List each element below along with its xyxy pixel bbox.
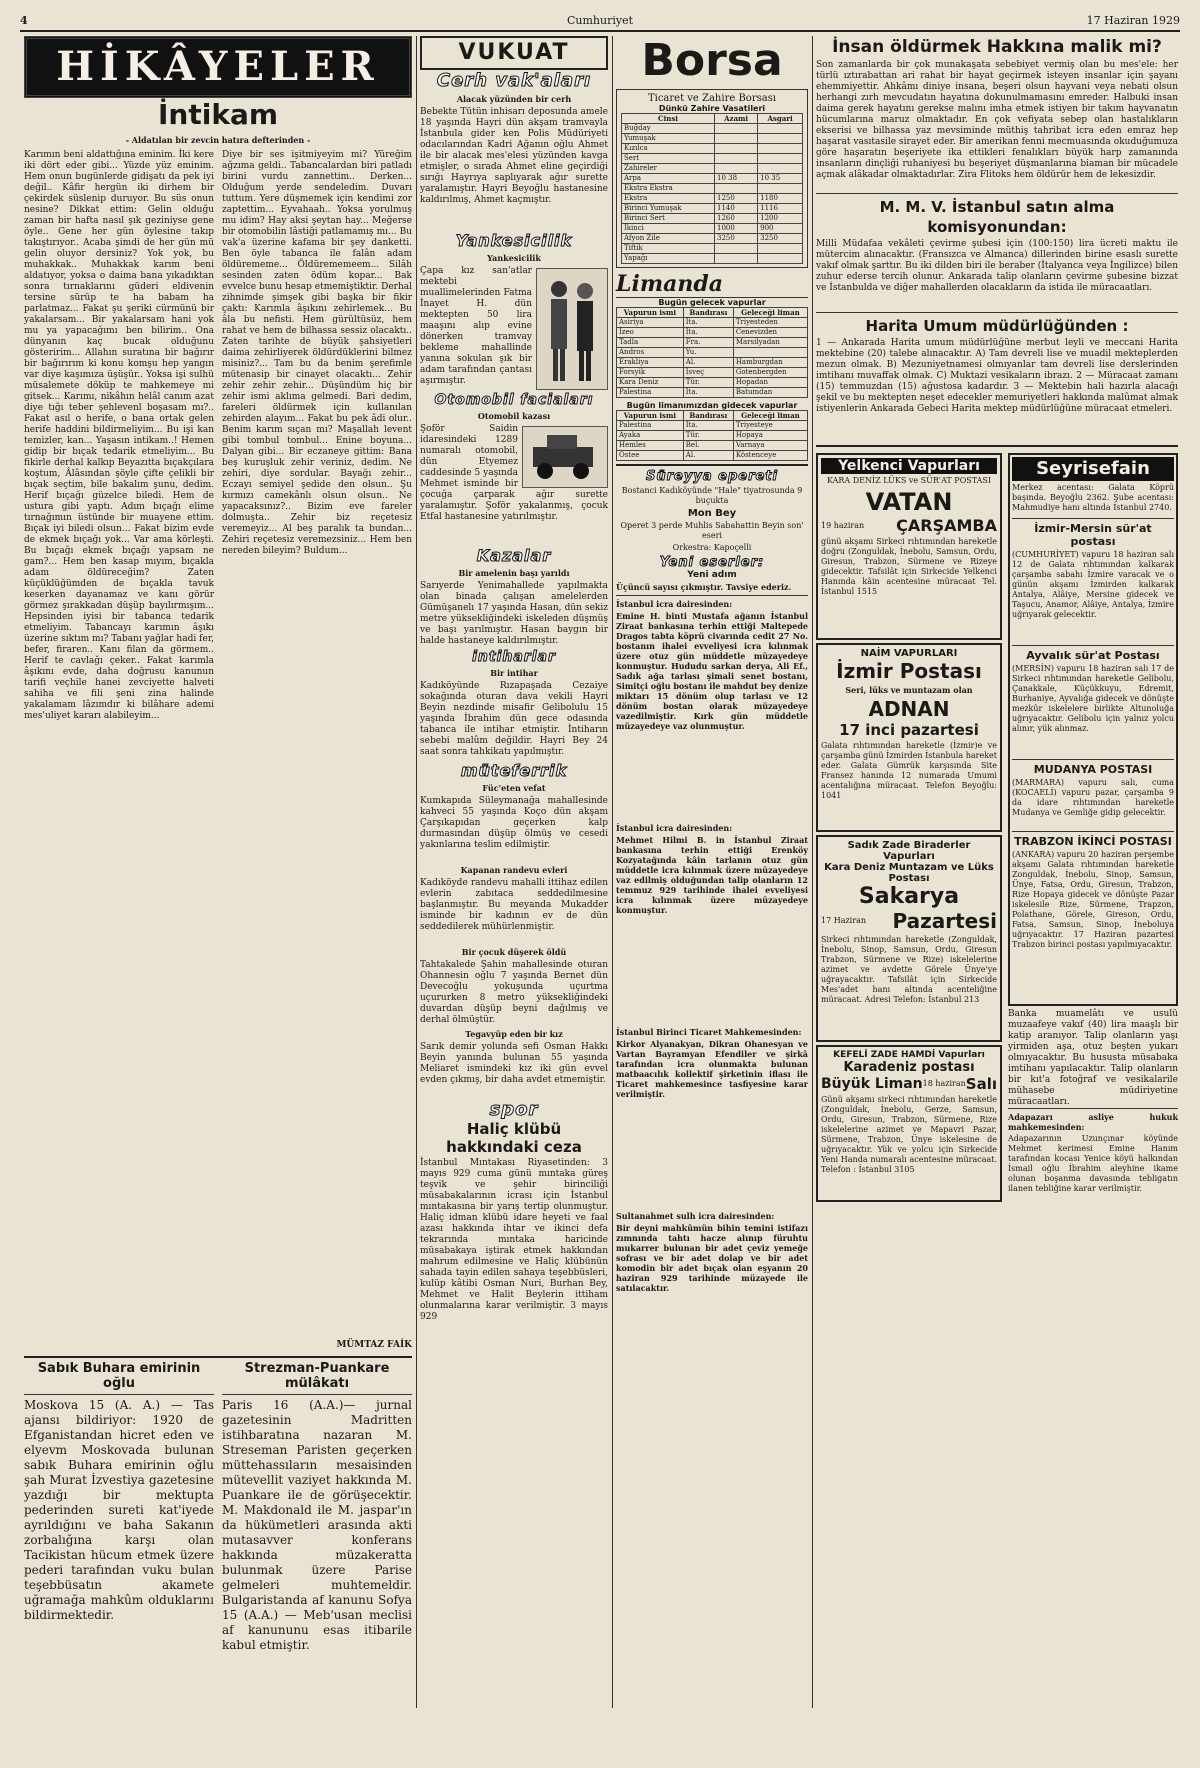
ayvalik-text: (MERSİN) vapuru 18 haziran salı 17 de Sirkeci rıhtımından hareketle Gelibolu, Çanakkale, Küçükkuyu, Edremit, Burhaniye, Ayvalığa gidecek ve dönüşte mezkûr iskelelere birlikte Altunoluğa uğrıyacaktır. Gelibolu için yalnız yolcu alınır, yük alınmaz. xyxy=(1012,664,1174,733)
text-harita: 1 — Ankarada Harita umum müdürlüğüne merbut leyli ve meccani Harita mektebine (20) talebe alınacaktır. A) Tam devreli lise ve muadil mekteplerden mezun olmak. B) Mezuniyetnamesi olmıyanlar tam devreli lise derslerinden imtihanı muvaffak olmak. C) Muktazi vesikaların ibrazı. 2 — Müracaat zamanı (15) temmuzdan (15) ağustosa kadardır. 3 — Mektebin hali hazırla alacağı şekil ve bu mektepten neşet edecekler memuriyetleri hakkında malûmat almak istiyenlerin Ankarada Gebeci Harita mektep müdürlüğüne müracaat etmeleri. xyxy=(816,338,1178,414)
heading-spor: spor xyxy=(489,1099,539,1120)
heading-yankesicilik: Yankesicilik xyxy=(455,231,573,250)
adnan-date: 17 inci pazartesi xyxy=(839,721,979,739)
story-text-left: Karımın beni aldattığına eminim. İki kere iki dört eder gibi... Yüzde yüz eminim. Hem onun bugünlerde gidişatı da pek iyi değil.. Kâfir hergün iki dirhem bir çekirdek süslenip duruyor. Bu süs onun nesine? Dikkat ettim: Gelin olduğu zaman bir hafta nasıl şık geziniyse gene öyle.. Gene her gün öylesine takıp takıştırıyor.. Acaba şimdi de her gün mü gelin oluyor dersiniz? Yok yok, bu muhakkak.. Muhakkak karım beni aldatıyor, yoksa o daima bana yıkadıktan sonra tırnaklarını güderi eldivenin tersine sürüp te ha babam ha parlatmaz... Fakat şu şeriki cürmünü bir yakalarsam... Bir yakalarsam hani yok mu ya yapacağımı ben bilirim.. Ona dünyanın kaç bucak olduğunu gösteririm... Allahın suratına bir bağırır bir bağırırım ki konu komşu hep yangın var diye kaşımıza üşüşür.. Yoksa işi sulhü müsalemete döküp te mahkemeye mi gitsek... Karımı, nikâhın helâl canım azat diye tığı teber şehlevenl boşasam mı?.. Fakat asıl o herife, o bana ortak gelen herife haddini bildirmeliyim... Bu işi kan temizler, kan... Yaşasın intikam..! Hemen gidip bir bıçak tedarik etmeliyim... Bu fikirle derhal kalkıp Beyazıtta bıçakçılara koştum, Âlâsından şöyle çifte çelikli bir bıçak seçtim, bile bakalım şunu, dedim. Herif bıçağı güzelce biledi. Hem de ustura gibi yaptı. Adım bıçağı elime tırnağımın üstünde bir muayene ettim. Bıçak iyi biledi olsun... Fakat bizim evde de ekmek bıçağı yok... Var ama körleşti. Bu bıçağı ekmek bıçağı yapsam ne gam?... Hem ben kasap mıyım, bıçakla adam öldüreceğim? Zaten küçüklüğümden de bıçakla tavuk keserken dayanamaz ve kanı görür görmez şırakkadan düşüp bayılırmışım... Hepsinden iyisi bir tabanca tedarik etmeliyim. Tabancayı karımın âşıkı üzerine sıktım mı? Tabanı yağlar hadi fer, befer, firaren.. Kanı filan da görmem.. Herif te cavlağı çeker.. Fakat karımla âşıkını evde, daha doğrusu kanunun tarifi veçhile hanei zevciyette halveti sahiha ve fili şeni zina halinde yakalamam lâzımdır ki bilâhare ademi mes'uliyet kararı alabileyim... xyxy=(24,150,214,721)
divider xyxy=(816,445,1178,447)
vatan-date: 19 haziran xyxy=(821,520,865,530)
divider xyxy=(1012,831,1174,832)
table-cell xyxy=(715,254,758,264)
text-randevu: Kadıköyde randevu mahalli ittihaz edilen evlerin zabıtaca seddedilmesine başlanmıştır. Bu meyanda Mukadder isminde bir kadının ev de dün seddedilerek mühürlenmiştir. xyxy=(420,878,608,932)
table-cell: Köstenceye xyxy=(733,451,807,461)
izmersin-text: (CUMHURİYET) vapuru 18 haziran salı 12 de Galata rıhtımından kalkarak çarşamba sabahı İzmire varacak ve o günün akşamı İzmirden kalkarak Antalya, Alâiye, Mersine gidecek ve Taşucu, Anamor, Alâiye, Antalya, İzmire uğrıyarak gelecektir. xyxy=(1012,550,1174,619)
borsa-col-header: Asgari xyxy=(758,114,803,124)
table-cell xyxy=(733,348,807,358)
table-cell: Kara Deniz xyxy=(617,378,684,388)
table-cell: Varnaya xyxy=(733,441,807,451)
table-cell: Yu. xyxy=(683,348,733,358)
table-cell: Al. xyxy=(683,451,733,461)
limanda-col-header: Vapurun ismi xyxy=(617,308,684,318)
borsa-col-header: Cinsi xyxy=(622,114,715,124)
yelkenci-title: Yelkenci Vapurları xyxy=(821,458,997,474)
car-icon xyxy=(523,427,607,487)
sureyya-orchestra: Orkestra: Kapoçelli xyxy=(672,543,752,552)
sadik-title: Sadık Zade Biraderler Vapurları xyxy=(847,840,971,862)
table-row xyxy=(617,378,808,388)
icra1-text: Emine H. binti Mustafa ağanın İstanbul Ziraat bankasına terhin ettiği Maltepede Dragos tabta köprü civarında cedit 27 No. bostanın ihalei evveliyesi icra kılınmak üzere otuz gün müddetle müzayedeye konmuştur. Hududu sarkan derya, Ali Ef., Sadık ağa tarlası şimali senet bostanı, Simitçi oğlu bostanı ile mahdut bey denize miktarı 15 dönüm olup tarlası ve 12 dönüm bostan olarak müzayedeye vazedilmiştir. Kırk gün müddetle müzayedeye vaz olunmuştur. xyxy=(616,611,808,731)
section-title-hikayeler: HİKÂYELER xyxy=(24,36,412,98)
table-cell xyxy=(758,124,803,134)
table-cell xyxy=(758,184,803,194)
icra2-title: İstanbul icra dairesinden: xyxy=(616,823,733,833)
text-insan: Son zamanlarda bir çok munakaşata sebebiyet vermiş olan bu mes'ele: her türlü ıztırabattan ari rahat bir hayat geçirmek isteyen insanlar için şayanı ehemmiyettir. Ahkâmı diniye insana, beşeri olsun hayvani veya nebati olsun herhangi zırh mevcudatın hayatına dokunulmamasını emreder. Halbuki insan daima gerek hayatını gerekse malını imha etmek istiyen bir takım hayvanatın hücumlarına maruz olmaktadır. En çok vefiyata sebep olan hastalıkların ekserisi ve bilhassa yaz mevsiminde müthiş tahribat icra eden emraz hep haşarat vasıtasile sirayet eder. Bir amerikan fenni mecmuasında okuduğumuza göre haşaratın beşeriyete ika ettikleri fenalıkları büyük harp zamanında insanların dinçliği ruhaniyesi bu beşeriyet düşmanlarına biaman bir mücadele açmak alâkadar olmaktadırlar. Zira Flitoks hem öldürür hem de lekesizdir. xyxy=(816,60,1178,180)
seyrisefain-text: Merkez acentası: Galata Köprü başında. Beyoğlu 2362. Şube acentası: Mahmudiye hanı altında İstanbul 2740. xyxy=(1012,483,1174,512)
icra4-text: Bir deyni mahkûmün bihin temini istifazı zımnında tahtı hacze alınıp füruhtu mukarrer bulunan bir adet çeviz yemeğe sofrası ve bir adet dolap ve bir adet komodin bir adet bıçak olan eşyanın 20 haziran 929 tarihinde müzayede ile satılacaktır. xyxy=(616,1223,808,1293)
subheading-cocuk: Bir çocuk düşerek öldü xyxy=(461,947,567,957)
table-row xyxy=(622,144,803,154)
table-cell: İta. xyxy=(683,388,733,398)
limanda-col-header: Geleceği liman xyxy=(733,411,807,421)
text-kiz: Sarık demir yolunda sefi Osman Hakkı Beyin yanında bulunan 55 yaşında Meliaret ismindeki kız iki gün evvel evden çıkmış, bir daha avdet etmemiştir. xyxy=(420,1042,608,1085)
heading-cerh: Cerh vak'aları xyxy=(436,70,592,91)
table-row xyxy=(617,421,808,431)
table-cell: 10 38 xyxy=(715,174,758,184)
kefeli-sub: Karadeniz postası xyxy=(843,1060,975,1075)
table-cell: İsveç xyxy=(683,368,733,378)
article-text-strezman: Paris 16 (A.A.)— jurnal gazetesinin Madritten istihbaratına nazaran M. Streseman Paristen geçerken müttehassıların mesaisinden mütevellit vaziyet hakkında M. Puankare ile de görüşecektir. M. Makdonald ile M. jaspar'ın da hükümetleri arasında akti mutasavver konferans hakkında müzakeratta bulunmak üzere Parise gelmeleri muhtemeldir. Bulgaristanda af kanunu Sofya 15 (A.A.) — Meb'usan meclisi af kanununu esas itibarile kabul etmiştir. xyxy=(222,1398,412,1652)
heading-insan: İnsan öldürmek Hakkına malik mi? xyxy=(832,37,1162,57)
table-cell: Tadla xyxy=(617,338,684,348)
heading-otomobil: Otomobil faciaları xyxy=(434,392,594,408)
icra3-text: Kirkor Alyanakyan, Dikran Ohanesyan ve Vartan Bayramyan Efendiler ve şirkâ tarafından icra olunmakta bulunan matbaacılık kollektif şirketinin iflası ile Ticaret mahkemesince tasfiyesine karar verilmiştir. xyxy=(616,1039,808,1099)
sureyya-play: Mon Bey xyxy=(687,508,737,519)
table-cell: Al. xyxy=(683,358,733,368)
table-row xyxy=(617,368,808,378)
table-cell: Asiriya xyxy=(617,318,684,328)
borsa-col-header: Azami xyxy=(715,114,758,124)
page-number: 4 xyxy=(20,14,28,27)
column-vukuat xyxy=(420,36,608,1708)
article-text-buhara: Moskova 15 (A. A.) — Tas ajansı bildiriyor: 1920 de Efganistandan hicret eden ve elyevm Moskovada bulunan sabık Buhara emirinin oğlu şah Murat İzvestiya gazetesine yazdığı bir mektupta pederinden sureti kat'iyede ayrıldığını ve baha Sakanın zorbalığına karşı olan Tacikistan hücum etmek üzere pederi tarafından vuku bulan teşebbüsatın akamete uğramağa mahkûm olduklarını bildirmektedir. xyxy=(24,1398,214,1622)
table-cell: 1200 xyxy=(758,214,803,224)
sakarya-day: Pazartesi xyxy=(892,909,997,933)
divider xyxy=(222,1394,412,1395)
table-cell: Arpa xyxy=(622,174,715,184)
table-cell: 1116 xyxy=(758,204,803,214)
subheading-randevu: Kapanan randevu evleri xyxy=(460,865,568,875)
table-cell: Ekstra xyxy=(622,194,715,204)
table-cell xyxy=(715,184,758,194)
sadik-sub: Kara Deniz Muntazam ve Lüks Postası xyxy=(824,862,994,884)
subheading-yankesicilik: Yankesicilik xyxy=(487,253,541,263)
table-cell: İzeo xyxy=(617,328,684,338)
table-cell: Tür. xyxy=(683,431,733,441)
table-row xyxy=(622,194,803,204)
divider xyxy=(24,1356,412,1358)
text-kazalar: Sarıyerde Yenimahallede yapılmakta olan binada çalışan amelelerden Gümüşanelı 17 yaşında Hasan, dün sekiz metre yüksekliğindeki iskeleden düşmüş ve başı yarılmıştır. Hasan baygın bir halde hastaneye kaldırılmıştır. xyxy=(420,581,608,646)
table-cell: Birinci Yumuşak xyxy=(622,204,715,214)
table-row xyxy=(617,388,808,398)
table-cell: Triyesteden xyxy=(733,318,807,328)
table-row xyxy=(622,224,803,234)
story-text-right: Diye bir ses işitmiyeyim mi? Yüreğim ağzıma geldi.. Tabancalardan biri patladı birini vurdu zannettim.. Derken... Olduğum yerde sendeledim. Duvarı tuttum. Yere düşmemek için kendimi zor zaptettim... Eyvahaah.. Yoksa yorulmuş mu idim? Hay aksi şeytan hay... Meğerse bir otomobilin lâstiği patlamamış mı... Bu vak'a üzerine kafama bir şey danketti. Ben öyle tabanca ile falân adam öldürememe... Öldürememeem... Silâh sesinden zaten ödüm kopar... Bak evvelce bunu hesap etmemiştiktir. Derhal zihnimde şimşek gibi başka bir fikir çaktı: Karımla âşıkını zehirlemek... Bu âla bu nefisti. Hem gürültüsüz, hem rahat ve hem de bilhassa sessiz olacaktı.. Zaten tarihte de büyük şahsiyetleri daima zehirliyerek öldürdüklerini bilmez misiniz?... Tam bu da benim şerefimle mütenasip bir cinayet olacaktı... Zehir zehir zehir zehir... Düşündüm hiç bir zehir ismi aklıma gelmedi. Bari dedim, fareleri öldürmek için kullanılan zehirden alayım... Fakat bu pek âdi olur.. Benim karım sıçan mı? Maşallah levent gibi tombul tombul... Enine boyuna... Dalyan gibi... Bir eczaneye gittim: Bana beş kuruşluk zehir veriniz, dedim. Ne zehiri, diye sordular. Bayağı zehir... Eczayı semiyel şedide den olsun.. Şu kırmızı camekânlı olsun olsun.. Ne yapacaksınız?.. Bizim eve fareler dolmuşta.. Zehir biz reçetesiz veremeyiz... Al beş paralık ta bundan... Zehiri reçetesiz veremezsiniz... Hem ben nereden bileyim? Buldum... xyxy=(222,150,412,556)
subheading-vefat: Füc'eten vefat xyxy=(482,783,546,793)
table-cell: Forsyik xyxy=(617,368,684,378)
column-stories xyxy=(24,36,412,1708)
sakarya-ship: Sakarya xyxy=(858,884,960,909)
limanda-col-header: Bandırası xyxy=(683,411,733,421)
text-cocuk: Tahtakalede Şahin mahallesinde oturan Ohannesin oğlu 7 yaşında Bernet dün Devecoğlu yokuşunda uçurtma uçururken 8 metro yüksekliğindeki duvardan düşüp beyni dağılmış ve derhal ölmüştür. xyxy=(420,960,608,1025)
table-cell: 1250 xyxy=(715,194,758,204)
section-title-limanda: Limanda xyxy=(616,271,723,297)
table-cell xyxy=(715,124,758,134)
divider xyxy=(816,312,1178,313)
limanda-col-header: Geleceği liman xyxy=(733,308,807,318)
buyuk-liman-ship: Büyük Liman xyxy=(821,1076,923,1092)
table-cell xyxy=(715,164,758,174)
table-cell: Yumuşak xyxy=(622,134,715,144)
seyrisefain-title: Seyrisefain xyxy=(1012,457,1174,481)
table-cell: Buğday xyxy=(622,124,715,134)
vatan-day: ÇARŞAMBA xyxy=(896,516,997,535)
column-divider xyxy=(812,36,813,1708)
icra3-title: İstanbul Birinci Ticaret Mahkemesinden: xyxy=(616,1027,802,1037)
table-cell: Sert xyxy=(622,154,715,164)
adapazari-title: Adapazarı asliye hukuk mahkemesinden: xyxy=(1008,1112,1178,1132)
table-cell: Bel. xyxy=(683,441,733,451)
table-cell: Palestina xyxy=(617,421,684,431)
table-cell: Triyesteye xyxy=(733,421,807,431)
table-row xyxy=(622,164,803,174)
table-cell: İta. xyxy=(683,421,733,431)
adapazari-text: Adapazarının Uzunçınar köyünde Mehmet kerimesi Emine Hanım tarafından kocası Yenice köyü halkından İsmail oğlu İbrahim aleyhine ikame olunan boşanma davasında tebligatın ilanen tebliğine karar verilmiştir. xyxy=(1008,1134,1178,1193)
vatan-ship: VATAN xyxy=(865,488,953,516)
subheading-intihar: Bir intihar xyxy=(490,668,538,678)
table-cell xyxy=(758,164,803,174)
table-cell xyxy=(758,154,803,164)
story-title: İntikam xyxy=(157,98,279,131)
table-cell xyxy=(715,154,758,164)
table-cell: Batumdan xyxy=(733,388,807,398)
table-cell: Yapağı xyxy=(622,254,715,264)
subheading-alacak: Alacak yüzünden bir cerh xyxy=(456,94,572,104)
table-cell: Marsilyadan xyxy=(733,338,807,348)
pickpocket-icon xyxy=(537,269,607,389)
table-cell: Zahireler xyxy=(622,164,715,174)
sakarya-date: 17 Haziran xyxy=(821,916,866,925)
section-title-borsa: Borsa xyxy=(641,35,783,86)
table-cell: Afyon Zile xyxy=(622,234,715,244)
limanda-heading: Bugün gelecek vapurlar xyxy=(616,297,808,307)
table-cell xyxy=(715,144,758,154)
text-intihar: Kadıköyünde Rızapaşada Cezaiye sokağında oturan dava vekili Hayri Beyin nezdinde misafir Gelibolulu 15 yaşında İbrahim dün gece odasında tabanca ile intihar etmiştir. İntiharın sebebi malûm değildir. Hayri Bey 24 saat sonra tahkikatı yapılmıştır. xyxy=(420,681,608,757)
table-row xyxy=(622,234,803,244)
table-cell: Ekstra Ekstra xyxy=(622,184,715,194)
text-cerh: Bebekte Tütün inhisarı deposunda amele 18 yaşında Hayri dün akşam tramvayla İstanbula gider ken Polis Müdüriyeti odacılarından Kadri Ağanın oğlu Ahmet ile bir alacak mes'elesi yüzünden kavga etmişler, o sırada Ahmet eline geçirdiği sırığı Hayrıya saplıyarak ağır surette yaralamıştır. Hayri Beyoğlu hastanesine kaldırılmış, Ahmet kaçmıştır. xyxy=(420,107,608,205)
table-cell: Erakliya xyxy=(617,358,684,368)
illustration-pickpocket xyxy=(536,268,608,390)
divider xyxy=(1008,1108,1178,1109)
heading-sureyya: Süreyya epereti xyxy=(646,469,778,484)
mudanya-title: MUDANYA POSTASI xyxy=(1033,763,1153,776)
newspaper-name: Cumhuriyet xyxy=(566,14,634,27)
table-row xyxy=(622,174,803,184)
table-row xyxy=(617,431,808,441)
adnan-text: Galata rıhtımından hareketle (İzmir)e ve çarşamba günü İzmirden İstanbula hareket eder. Galata Gümrük karşısında Site Fransez hanında 12 numarada Umumi acentalığına müracaat. Telefon Beyoğlu: 1041 xyxy=(821,741,997,800)
sureyya-text: Bostanci Kadıköyünde "Hale" tiyatrosunda 9 buçukta xyxy=(621,486,803,505)
table-cell: Palestina xyxy=(617,388,684,398)
limanda-col-header: Bandırası xyxy=(683,308,733,318)
illustration-car xyxy=(522,426,608,488)
table-row xyxy=(622,244,803,254)
heading-kazalar: Kazalar xyxy=(476,546,552,565)
ad-kefeli xyxy=(816,1045,1002,1202)
divider xyxy=(1012,759,1174,760)
text-otomobil: Şoför Saidin idaresindeki 1289 numaralı otomobil, dün Etyemez caddesinde 5 yaşında Mehmet isminde bir çocuğa çarparak ağır surette yaralamıştır. Şoför yakalanmış, çocuk Etfal hastanesine yatırılmıştır. xyxy=(420,424,608,522)
text-yankesicilik: Çapa kız san'atlar mektebi muallimelerinden Fatma İnayet H. dün mektepten 50 lira maaşını alıp evine dönerken tramvay bekleme mahallinde yanına sokulan şık bir adam tarafından çantası aşırmıştır. xyxy=(420,266,532,386)
table-cell: Hamburgdan xyxy=(733,358,807,368)
heading-mmv: M. M. V. İstanbul satın alma komisyonundan: xyxy=(879,198,1115,236)
heading-yeni-eserler: Yeni eserler: xyxy=(659,555,765,570)
text-vefat: Kumkapıda Süleymanağa mahallesinde kahveci 55 yaşında Koço dün akşam Çarşıkapıdan geçerken kalp durmasından düşüp ölmüş ve cesedi yakınlarına teslim edilmiştir. xyxy=(420,796,608,850)
table-cell: 1000 xyxy=(715,224,758,234)
column-announcements xyxy=(816,36,1178,1708)
limanda-arrivals-table xyxy=(616,307,808,398)
ayvalik-title: Ayvalık sür'at Postası xyxy=(1026,649,1160,662)
table-cell: 900 xyxy=(758,224,803,234)
borsa-heading: Ticaret ve Zahire Borsası xyxy=(647,93,777,104)
story-signature: MÜMTAZ FAİK xyxy=(336,1340,412,1350)
borsa-table xyxy=(621,113,803,264)
table-cell xyxy=(758,134,803,144)
heading-muteferrik: müteferrik xyxy=(460,761,568,780)
article-title-strezman: Strezman-Puankare mülâkatı xyxy=(244,1361,390,1391)
table-cell: Hemles xyxy=(617,441,684,451)
trabzon-title: TRABZON İKİNCİ POSTASI xyxy=(1014,835,1172,848)
ad-yelkenci xyxy=(816,453,1002,640)
adnan-ship: ADNAN xyxy=(868,697,950,721)
table-cell: 1180 xyxy=(758,194,803,204)
yeni-adim: Yeni adım xyxy=(687,570,737,580)
ad-sadik xyxy=(816,835,1002,1042)
table-cell: 10 35 xyxy=(758,174,803,184)
izmir-sub: Seri, lüks ve muntazam olan xyxy=(845,685,973,695)
divider xyxy=(616,464,808,466)
table-cell: Andros xyxy=(617,348,684,358)
table-cell: Kızılca xyxy=(622,144,715,154)
table-row xyxy=(622,134,803,144)
table-row xyxy=(622,184,803,194)
sureyya-desc: Operet 3 perde Muhlis Sabahattin Beyin son' eseri xyxy=(620,521,804,540)
yeni-text: Üçüncü sayısı çıkmıştır. Tavsiye ederiz. xyxy=(616,582,792,592)
sakarya-text: Sirkeci rıhtımından hareketle (Zonguldak, İnebolu, Sinop, Samsun, Ordu, Giresun Trabzon, Sürmene ve Rize) iskelelerine azimet ve avdette Görele Ünye'ye uğrayacaktır. Tafsilât için Sirkecide Mes'adet hanı altında acenteliğine müracaat. Adresi Telefon: İstanbul 213 xyxy=(821,935,997,1004)
table-row xyxy=(617,318,808,328)
table-row xyxy=(617,328,808,338)
story-subtitle: - Aldatılan bir zevcin hatıra defterinden - xyxy=(125,135,311,145)
limanda-heading-departures: Bugün limanımızdan gidecek vapurlar xyxy=(626,401,798,410)
page-header xyxy=(20,14,1180,32)
subheading-otomobil: Otomobil kazası xyxy=(477,411,551,421)
divider xyxy=(24,1394,214,1395)
column-divider xyxy=(612,36,613,1708)
naim-title: NAİM VAPURLARI xyxy=(860,648,958,659)
table-cell: Birinci Sert xyxy=(622,214,715,224)
icra2-text: Mehmet Hilmi B. in İstanbul Ziraat bankasına terhin ettiği Erenköy Kozyatağında kâin tarlanın otuz gün müddetle icra kılınmak üzere müzayedeye vaz edilmiş olduğundan talip olanların 12 temmuz 929 tarihinde ihalei evveliyesi icra kılınmak üzere müzayedeye konmuştur. xyxy=(616,835,808,915)
table-cell: İkinci xyxy=(622,224,715,234)
table-cell xyxy=(758,254,803,264)
table-cell: Tiftik xyxy=(622,244,715,254)
table-cell: Ayaka xyxy=(617,431,684,441)
text-mmv: Milli Müdafaa vekâleti çevirme şubesi için (100:150) lira ücreti maktu ile mütercim alınacaktır. (Fransızca ve Almanca) dillerinden birine esaslı surette vakıf olmak şarttır. Bu iki dilden biri ile beraber (İtalyanca veya İngilizce) bilen zuhur ederse tercih olunur. Ankarada talip olanların çevirme şubesine bizzat ve İstanbulda ve diğer mahallerden olacakların da istida ile müracaatları. xyxy=(816,239,1178,293)
limanda-departures-table xyxy=(616,410,808,461)
table-row xyxy=(617,348,808,358)
divider xyxy=(1012,518,1174,519)
table-cell xyxy=(715,134,758,144)
trabzon-text: (ANKARA) vapuru 20 haziran perşembe akşamı Galata rıhtımından hareketle Zonguldak, İnebolu, Sinop, Samsun, Ünye, Fatsa, Ordu, Giresun, Trabzon, Rize Hopaya gidecek ve dönüşte Pazar iskelesile Rize, Sürmene, Trapzon, Polathane, Görele, Gireson, Ordu, Fatsa, Samsun, Sinop, İneboluya uğrıyacaktır. 17 Haziran pazartesi Trabzon birinci postası yapılmıyacaktır. xyxy=(1012,850,1174,949)
yelkenci-sub: KARA DENİZ LÜKS ve SÜR'AT POSTASI xyxy=(826,476,992,485)
table-cell: Hopadan xyxy=(733,378,807,388)
table-cell: 1140 xyxy=(715,204,758,214)
table-cell: 3250 xyxy=(715,234,758,244)
table-cell xyxy=(758,244,803,254)
table-cell: İta. xyxy=(683,318,733,328)
column-divider xyxy=(416,36,417,1708)
table-cell xyxy=(758,144,803,154)
table-row xyxy=(622,214,803,224)
table-row xyxy=(617,358,808,368)
izmersin-title: İzmir-Mersin sür'at postası xyxy=(1034,522,1152,548)
table-row xyxy=(617,451,808,461)
table-row xyxy=(622,154,803,164)
divider xyxy=(816,193,1178,194)
section-title-vukuat: VUKUAT xyxy=(420,36,608,70)
table-cell: Tür. xyxy=(683,378,733,388)
table-cell: İta. xyxy=(683,328,733,338)
limanda-col-header: Vapurun ismi xyxy=(617,411,684,421)
column-borsa xyxy=(616,36,808,1708)
table-row xyxy=(617,441,808,451)
kefeli-title: KEFELİ ZADE HAMDİ Vapurları xyxy=(833,1050,985,1060)
table-cell: Hopaya xyxy=(733,431,807,441)
icra1-title: İstanbul icra dairesinden: xyxy=(616,599,733,609)
table-cell: Fra. xyxy=(683,338,733,348)
article-title-buhara: Sabık Buhara emirinin oğlu xyxy=(37,1361,201,1391)
ad-naim xyxy=(816,643,1002,832)
buyuk-liman-day: Salı xyxy=(965,1075,998,1093)
text-halic: İstanbul Mıntakası Riyasetinden: 3 mayıs 929 cuma günü mıntaka güreş teşvik ve şehir birinciliği müsabakalarının icrası için İstanbul mıntakasına bir yarış tertip olunmuştur. Haliç idman klübü idare heyeti ve faal azası hakkında ihtar ve ikinci defa tekrarında mıntaka haricinde müsabakaya iştirak etmek hakkından mahrum edilmesine ve Haliç klübünün sahada tayin edilen sahaya teşebbüsleri, kulüp kâtibi Osman Nuri, Burhan Bey, Mehmet ve Halit Beylerin ittiham olunmalarına karar verilmiştir. 3 mayıs 929 xyxy=(420,1158,608,1322)
icra4-title: Sultanahmet sulh icra dairesinden: xyxy=(616,1211,775,1221)
issue-date: 17 Haziran 1929 xyxy=(1086,14,1180,27)
heading-intiharlar: intiharlar xyxy=(472,649,556,665)
table-cell: 3250 xyxy=(758,234,803,244)
table-row xyxy=(622,204,803,214)
borsa-subheading: Dünkü Zahire Vasatileri xyxy=(658,104,766,113)
divider xyxy=(616,595,808,596)
subheading-halic: Haliç klübü hakkındaki ceza xyxy=(446,1120,582,1156)
vatan-text: günü akşamı Sirkeci rıhtımından hareketle doğru (Zonguldak, İnebolu, Samsun, Ordu, Giresun, Trabzon, Sürmene ve Rizeye gidecektir. Tafsilât için Sirkecide Yelkenci Hanında kâin acentesine müracaat Tel. İstanbul 1515 xyxy=(821,537,997,596)
table-row xyxy=(622,254,803,264)
table-cell: 1260 xyxy=(715,214,758,224)
divider xyxy=(1012,645,1174,646)
table-row xyxy=(617,338,808,348)
izmir-postasi: İzmir Postası xyxy=(836,659,982,683)
buyuk-liman-text: Günü akşamı sirkeci rıhtımından hareketle (Zonguldak, İnebolu, Gerze, Samsun, Ordu, Giresun, Trabzon, Sürmene, Rize iskelelerine azimet ve Mapavri Pazar, Sürmene, Trabzon, Ünye iskelesine de uğrıyacaktır. Yük ve yolcu için Sirkecide Yeni Handa numaralı acentesine müracaat. Telefon : İstanbul 3105 xyxy=(821,1095,997,1174)
table-row xyxy=(622,124,803,134)
table-cell: Gotenbergden xyxy=(733,368,807,378)
subheading-kiz: Tegavyüp eden bir kız xyxy=(465,1029,563,1039)
table-cell: Cenevizden xyxy=(733,328,807,338)
ad-seyrisefain xyxy=(1008,453,1178,1006)
table-cell: Ostee xyxy=(617,451,684,461)
buyuk-liman-date: 18 haziran xyxy=(922,1079,966,1088)
mudanya-text: (MARMARA) vapuru salı, cuma (KOCAELİ) vapuru pazar, çarşamba 9 da idare rıhtımından hareketle Mudanya ve Gemliğe gidip gelecektir. xyxy=(1012,778,1174,817)
table-cell xyxy=(715,244,758,254)
banka-text: Banka muamelâtı ve usulü muzaafeye vakıf (40) lira maaşlı bir katip aranıyor. Talip olanların yaşı yirmiden aşa, otuz beşten yukarı olmıyacaktır. Bu hususta müsabaka imtihanı yapılacaktır. Talip olanların bir kıt'a fotoğraf ve vesikalarile mühasebe müdiriyetine müracaatları. xyxy=(1008,1009,1178,1107)
subheading-kazalar: Bir amelenin başı yarıldı xyxy=(458,568,570,578)
heading-harita: Harita Umum müdürlüğünden : xyxy=(865,317,1129,335)
